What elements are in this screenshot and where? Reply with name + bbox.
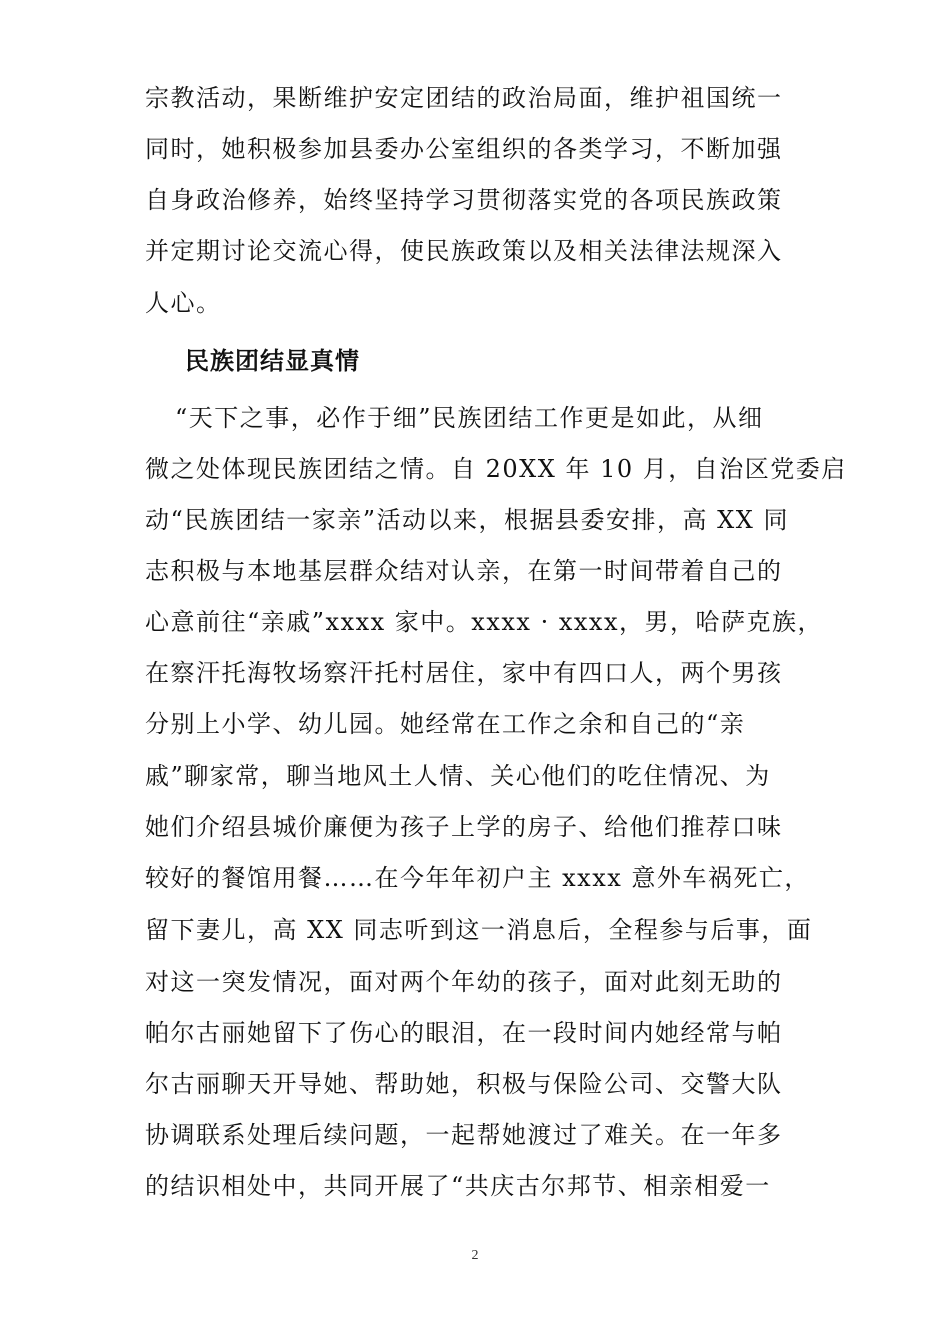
text-line: 较好的餐馆用餐……在今年年初户主 xxxx 意外车祸死亡， bbox=[145, 864, 810, 892]
text-line: 她们介绍县城价廉便为孩子上学的房子、给他们推荐口味 bbox=[145, 813, 783, 841]
text-line: “天下之事，必作于细”民族团结工作更是如此，从细 bbox=[175, 404, 764, 432]
text-line: 在察汗托海牧场察汗托村居住，家中有四口人，两个男孩 bbox=[145, 659, 783, 687]
text-line: 的结识相处中，共同开展了“共庆古尔邦节、相亲相爱一 bbox=[145, 1172, 771, 1200]
text-line: 协调联系处理后续问题，一起帮她渡过了难关。在一年多 bbox=[145, 1121, 783, 1149]
text-line: 人心。 bbox=[145, 289, 222, 317]
text-line: 自身政治修养，始终坚持学习贯彻落实党的各项民族政策 bbox=[145, 186, 783, 214]
section-heading: 民族团结显真情 bbox=[185, 347, 360, 375]
text-line: 心意前往“亲戚”xxxx 家中。xxxx · xxxx，男，哈萨克族， bbox=[145, 608, 823, 636]
page-number: 2 bbox=[471, 1248, 479, 1263]
text-line: 志积极与本地基层群众结对认亲，在第一时间带着自己的 bbox=[145, 557, 783, 585]
text-line: 对这一突发情况，面对两个年幼的孩子，面对此刻无助的 bbox=[145, 968, 783, 996]
text-line: 宗教活动，果断维护安定团结的政治局面，维护祖国统一 bbox=[145, 84, 783, 112]
text-line: 分别上小学、幼儿园。她经常在工作之余和自己的“亲 bbox=[145, 710, 746, 738]
text-line: 尔古丽聊天开导她、帮助她，积极与保险公司、交警大队 bbox=[145, 1070, 783, 1098]
text-line: 并定期讨论交流心得，使民族政策以及相关法律法规深入 bbox=[145, 237, 783, 265]
text-line: 留下妻儿，高 XX 同志听到这一消息后，全程参与后事，面 bbox=[145, 916, 813, 944]
text-line: 微之处体现民族团结之情。自 20XX 年 10 月，自治区党委启 bbox=[145, 455, 847, 483]
text-line: 帕尔古丽她留下了伤心的眼泪，在一段时间内她经常与帕 bbox=[145, 1019, 783, 1047]
text-line: 戚”聊家常，聊当地风土人情、关心他们的吃住情况、为 bbox=[145, 762, 771, 790]
text-line: 动“民族团结一家亲”活动以来，根据县委安排，高 XX 同 bbox=[145, 506, 789, 534]
text-line: 同时，她积极参加县委办公室组织的各类学习，不断加强 bbox=[145, 135, 783, 163]
